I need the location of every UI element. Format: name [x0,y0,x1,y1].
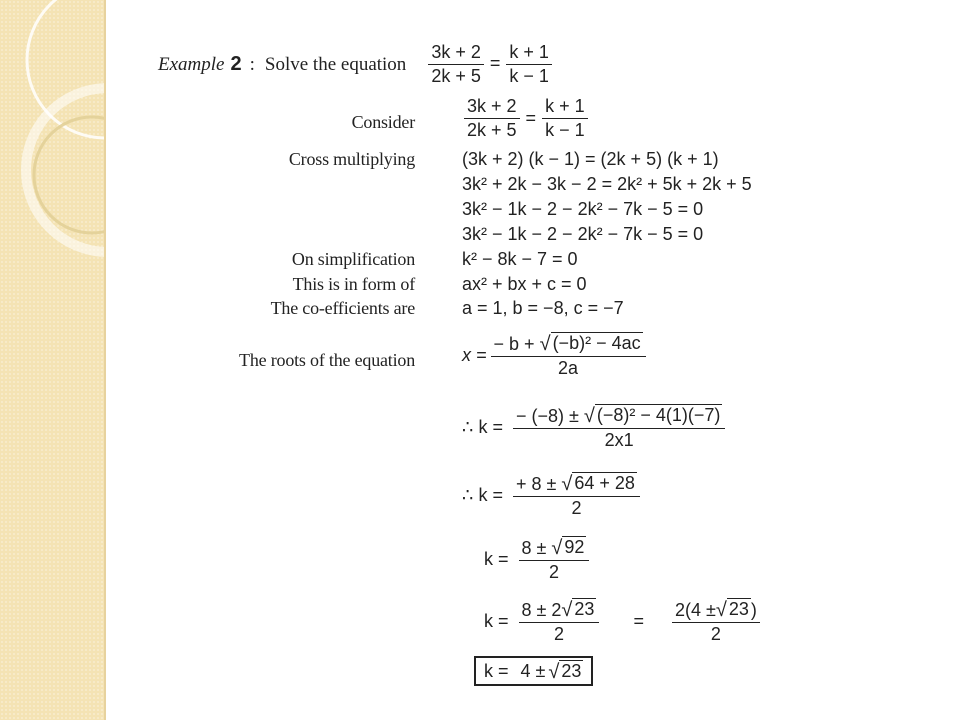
formula-sqrt: √ (−b)² − 4ac [539,333,641,355]
sub4-fraction [519,598,600,645]
formula-num-prefix: − b + [493,334,535,354]
cross-line-4: 3k² − 1k − 2 − 2k² − 7k − 5 = 0 [462,224,704,244]
example-label: Example [158,53,225,75]
consider-equation: $\frac{3k + 2}{2k + 5}$ = $\frac{k + 1}{k - 1}$ [460,96,592,141]
lhs-numerator: 3k + 2 [428,42,484,65]
substitution-3 [484,536,593,583]
example-number: 2 [230,53,242,75]
sub4-radicand: 23 [574,599,595,619]
rhs-denominator: k − 1 [509,66,549,86]
answer-prefix: 4 ± [520,660,546,681]
formula-lhs: x = [462,345,487,365]
quadratic-formula [462,332,650,379]
decorative-rings [0,0,106,720]
consider-lhs-denominator: 2k + 5 [467,120,517,140]
sub2-sqrt: √ 64 + 28 [561,473,635,495]
lhs-fraction [428,42,484,87]
cross-line-3: 3k² − 1k − 2 − 2k² − 7k − 5 = 0 [462,199,704,219]
example-instruction: Solve the equation [264,53,407,75]
roots-label: The roots of the equation [239,350,415,370]
consider-label: Consider [351,112,415,132]
sub4-factored-fraction [672,598,760,645]
form-label: This is in form of [292,274,415,294]
sub1-fraction [513,404,725,451]
sub4-factored-denominator: 2 [710,624,721,644]
sub3-fraction [519,536,590,583]
sub2-fraction [513,472,640,519]
rhs-numerator: k + 1 [506,42,552,65]
decorative-sidebar [0,0,106,720]
example-heading [158,42,556,87]
answer-lhs: k = [484,660,509,681]
sub2-num-prefix: + 8 ± [515,474,557,494]
sub4-factored-prefix: 2(4 ± [674,600,716,620]
simplification-label: On simplification [291,249,415,269]
sub4-factored-numerator [672,598,760,623]
cross-multiplying-label: Cross multiplying [288,149,415,169]
sub3-numerator [519,536,590,561]
sub4-sqrt: √ 23 [561,599,595,621]
sub1-lhs: ∴ k = [462,417,503,437]
sub3-sqrt: √ 92 [551,537,585,559]
sub2-numerator [513,472,640,497]
consider-lhs-fraction [464,96,520,141]
sub3-denominator: 2 [548,562,559,582]
sub4-numerator [519,598,600,623]
rhs-fraction [506,42,552,87]
sub3-radicand: 92 [564,537,585,557]
sub4-factored-suffix: ) [750,600,757,620]
sub1-sqrt: √ (−8)² − 4(1)(−7) [583,405,721,427]
standard-form: ax² + bx + c = 0 [462,274,587,294]
consider-rhs-fraction [542,96,588,141]
substitution-4 [484,598,764,645]
formula-numerator [491,332,646,357]
sub2-lhs: ∴ k = [462,485,503,505]
formula-radicand: (−b)² − 4ac [552,333,641,353]
sub1-radicand: (−8)² − 4(1)(−7) [596,405,721,425]
formula-denominator: 2a [558,358,579,378]
coefficients-label: The co-efficients are [270,298,415,318]
final-answer-box [474,656,593,686]
substitution-2 [462,472,644,519]
sub2-radicand: 64 + 28 [574,473,635,493]
sub1-numerator [513,404,725,429]
sub3-num-prefix: 8 ± [521,538,547,558]
sub3-lhs: k = [484,549,509,569]
coefficients-value: a = 1, b = −8, c = −7 [462,298,624,318]
simplified-equation: k² − 8k − 7 = 0 [462,249,578,269]
sub1-denominator: 2x1 [604,430,634,450]
cross-line-1: (3k + 2) (k − 1) = (2k + 5) (k + 1) [462,149,719,169]
consider-rhs-numerator: k + 1 [542,96,588,119]
formula-fraction [491,332,646,379]
sub4-factored-sqrt: √ 23 [715,599,749,621]
example-colon: : [249,53,255,75]
sub4-denominator: 2 [553,624,564,644]
lhs-denominator: 2k + 5 [431,66,481,86]
sub4-equals: = [633,611,644,631]
answer-radicand: 23 [561,661,582,681]
consider-lhs-numerator: 3k + 2 [464,96,520,119]
sub4-factored-radicand: 23 [728,599,749,619]
equation-to-solve: $\frac{3k + 2}{2k + 5}$ = $\frac{k + 1}{k - 1}$ [424,42,556,87]
substitution-1 [462,404,729,451]
cross-line-2: 3k² + 2k − 3k − 2 = 2k² + 5k + 2k + 5 [462,174,752,194]
sub4-num-prefix: 8 ± 2 [521,600,562,620]
answer-sqrt: √ 23 [548,661,582,683]
consider-rhs-denominator: k − 1 [545,120,585,140]
sub2-denominator: 2 [571,498,582,518]
sub1-num-prefix: − (−8) ± [515,406,579,426]
sub4-lhs: k = [484,611,509,631]
